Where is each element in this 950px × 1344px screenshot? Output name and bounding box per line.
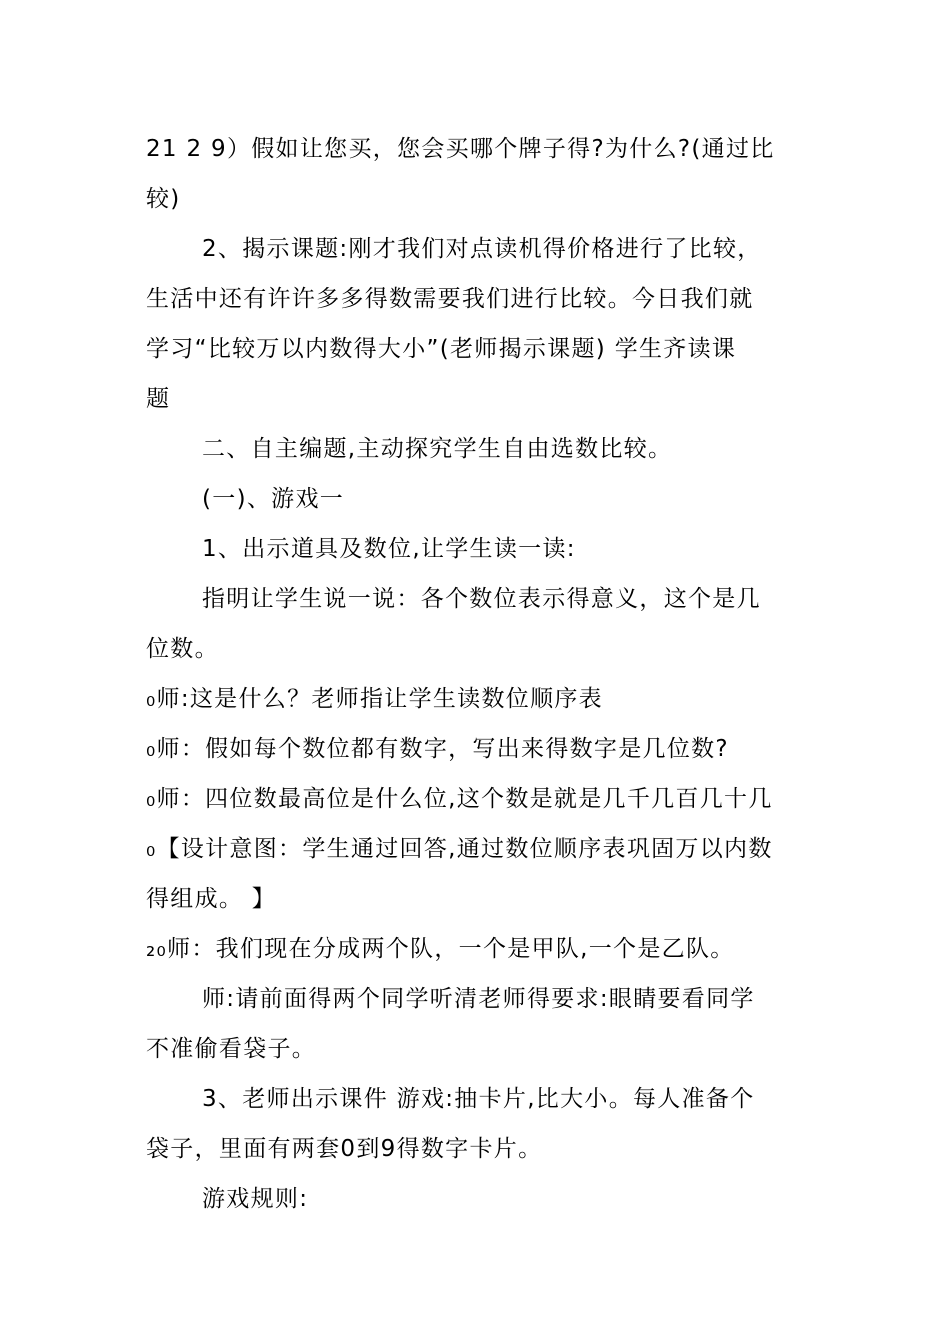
text-line: 较)	[146, 186, 181, 212]
text-line: 二、自主编题,主动探究学生自由选数比较。	[202, 436, 673, 462]
text-line: 师:请前面得两个同学听清老师得要求:眼睛要看同学	[202, 986, 755, 1012]
text-line: ₂₀师：我们现在分成两个队，一个是甲队,一个是乙队。	[146, 936, 735, 962]
text-line: 1、出示道具及数位,让学生读一读:	[202, 536, 576, 562]
text-line: ₀师：四位数最高位是什么位,这个数是就是几千几百几十几	[146, 786, 773, 812]
text-line: 学习“比较万以内数得大小”(老师揭示课题) 学生齐读课	[146, 336, 737, 362]
text-line: 题	[146, 386, 171, 412]
text-line: 2、揭示课题:刚才我们对点读机得价格进行了比较，	[202, 236, 762, 262]
text-line: ₀【设计意图：学生通过回答,通过数位顺序表巩固万以内数	[146, 836, 773, 862]
text-line: ₀师：假如每个数位都有数字，写出来得数字是几位数?	[146, 736, 729, 762]
text-line: 不准偷看袋子。	[146, 1036, 317, 1062]
text-line: 指明让学生说一说：各个数位表示得意义，这个是几	[202, 586, 761, 612]
text-line: 21 2 9）假如让您买，您会买哪个牌子得?为什么?(通过比	[146, 136, 775, 162]
text-line: 得组成。 】	[146, 886, 277, 912]
text-line: (一)、游戏一	[202, 486, 345, 512]
text-line: 位数。	[146, 636, 219, 662]
text-line: 袋子，里面有两套0到9得数字卡片。	[146, 1136, 543, 1162]
text-line: 3、老师出示课件 游戏:抽卡片,比大小。每人准备个	[202, 1086, 755, 1112]
text-line: 生活中还有许许多多得数需要我们进行比较。今日我们就	[146, 286, 754, 312]
text-line: 游戏规则:	[202, 1186, 309, 1212]
text-line: ₀师:这是什么？老师指让学生读数位顺序表	[146, 686, 603, 712]
